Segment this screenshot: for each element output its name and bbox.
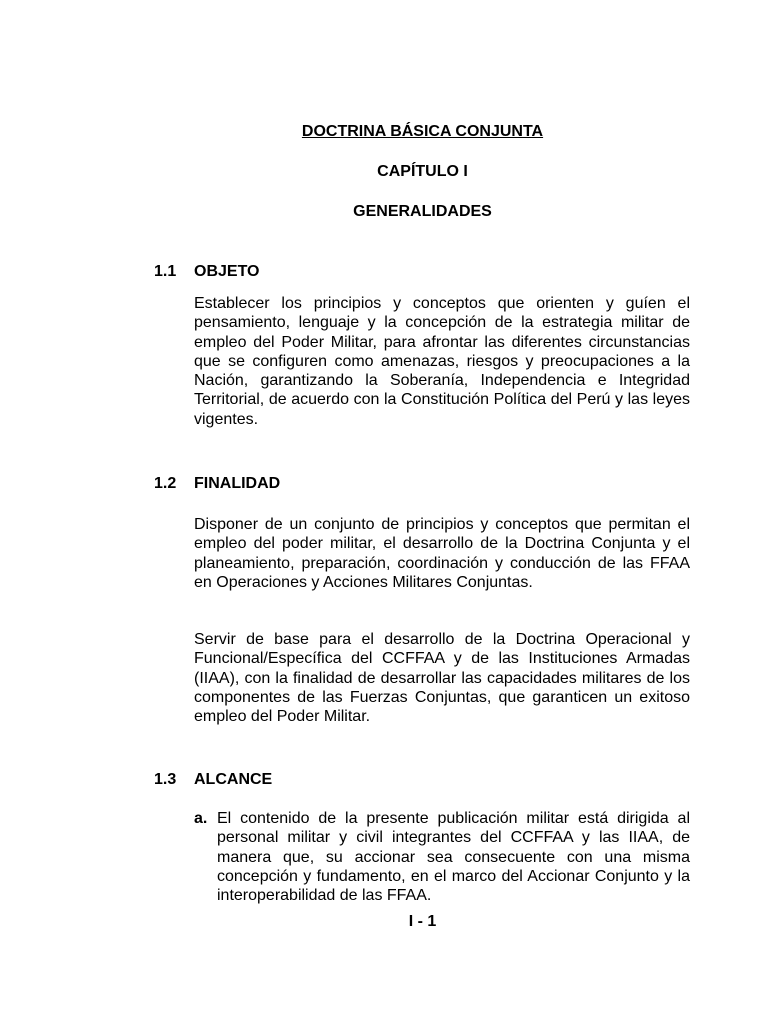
heading-number: 1.2 <box>154 475 177 492</box>
heading-number: 1.3 <box>154 771 177 788</box>
paragraph-objeto: Establecer los principios y conceptos que orienten y guíen el pensamiento, lenguaje y la concepción de la estrategia militar de empleo del Poder Militar, para afrontar las diferentes circunstancias que se configuren como amenazas, riesgos y preocupaciones a la Nación, garantizando la Soberanía, Independencia e Integridad Territorial, de acuerdo con la Constitución Política del Perú y las leyes vigentes. <box>194 295 690 428</box>
heading-label: FINALIDAD <box>194 475 281 492</box>
section-title: GENERALIDADES <box>353 203 492 220</box>
heading-label: ALCANCE <box>194 771 273 788</box>
page-number: I - 1 <box>408 913 437 930</box>
paragraph-finalidad-1: Disponer de un conjunto de principios y conceptos que permitan el empleo del poder militar, el desarrollo de la Doctrina Conjunta y el planeamiento, preparación, coordinación y conducción de las FFAA en Operaciones y Acciones Militares Conjuntas. <box>194 516 690 591</box>
heading-objeto <box>154 262 260 282</box>
list-item-alcance-a <box>194 809 690 905</box>
heading-number: 1.1 <box>154 263 177 280</box>
heading-finalidad <box>154 474 280 494</box>
heading-label: OBJETO <box>194 263 260 280</box>
list-item-text: El contenido de la presente publicación militar está dirigida al personal militar y civil integrantes del CCFFAA y las IIAA, de manera que, su accionar sea consecuente con una misma concepción y fundamento, en el marco del Accionar Conjunto y la interoperabilidad de las FFAA. <box>217 810 690 905</box>
heading-alcance <box>154 770 272 790</box>
chapter-title: CAPÍTULO I <box>377 163 468 180</box>
paragraph-finalidad-2: Servir de base para el desarrollo de la Doctrina Operacional y Funcional/Específica del CCFFAA y de las Instituciones Armadas (IIAA), con la finalidad de desarrollar las capacidades militares de los componentes de las Fuerzas Conjuntas, que garanticen un exitoso empleo del Poder Militar. <box>194 631 690 726</box>
list-marker: a. <box>194 810 208 827</box>
document-title: DOCTRINA BÁSICA CONJUNTA <box>301 123 544 140</box>
